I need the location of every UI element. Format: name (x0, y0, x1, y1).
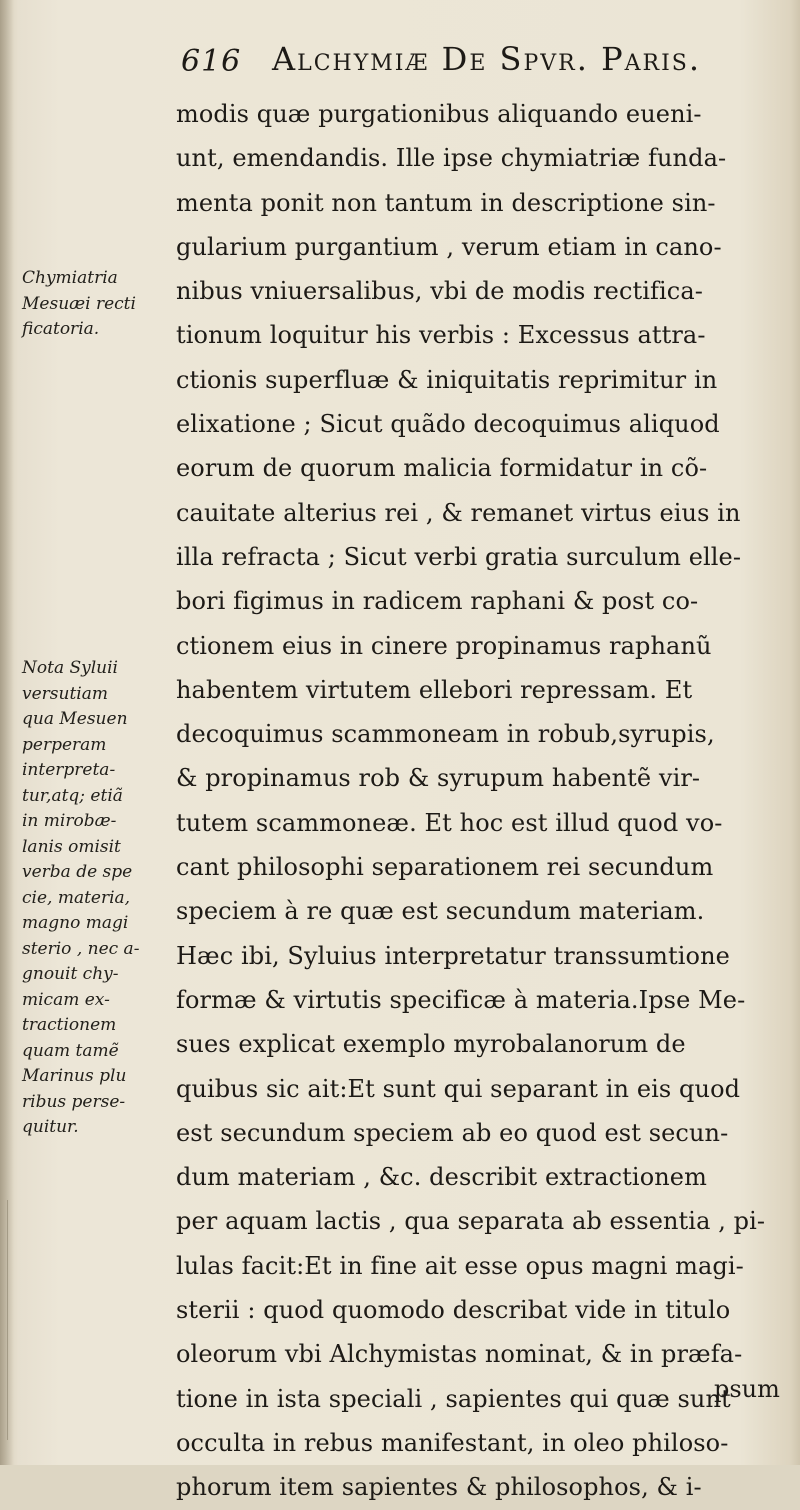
text-line: bori figimus in radicem raphani & post co- (176, 587, 699, 616)
marginal-note-chymiatria (22, 266, 136, 343)
marginal-line: verba de spe (22, 862, 133, 882)
marginal-note-syluius (22, 656, 139, 1141)
marginal-line: cie, materia, (22, 887, 131, 908)
text-line: phorum item sapientes & philosophos, & i- (176, 1473, 702, 1502)
catchword: psum (714, 1375, 780, 1403)
text-line: speciem à re quæ est secundum materiam. (176, 897, 705, 926)
marginal-line: qua Mesuen (22, 709, 128, 729)
marginal-line: in mirobæ- (22, 811, 117, 831)
marginal-line: gnouit chy- (22, 964, 119, 984)
text-line: quibus sic ait:Et sunt qui separant in eis quod (176, 1074, 741, 1103)
marginal-line: perperam (22, 734, 107, 755)
text-line: eorum de quorum malicia formidatur in cõ- (176, 454, 708, 483)
text-line: est secundum speciem ab eo quod est secun- (176, 1118, 729, 1147)
text-line: cant philosophi separationem rei secundum (176, 853, 714, 882)
marginal-line: Chymiatria (22, 268, 118, 288)
marginal-line: versutiam (22, 683, 108, 704)
marginal-line: Nota Syluii (22, 658, 118, 678)
main-text-block (176, 92, 796, 1510)
text-line: occulta in rebus manifestant, in oleo philoso- (176, 1428, 729, 1457)
text-line: cauitate alterius rei , & remanet virtus eius in (176, 498, 741, 527)
margin-rule (7, 1200, 8, 1440)
marginal-line: Marinus plu (22, 1066, 127, 1086)
marginal-line: quam tamẽ (22, 1040, 119, 1061)
text-line: sues explicat exemplo myrobalanorum de (176, 1030, 686, 1059)
page-header (0, 36, 800, 92)
text-line: tione in ista speciali , sapientes qui quæ sunt (176, 1384, 731, 1413)
text-line: menta ponit non tantum in descriptione sin- (176, 188, 716, 217)
marginal-line: micam ex- (22, 989, 110, 1010)
marginal-line: magno magi (22, 913, 129, 933)
text-line: ctionem eius in cinere propinamus raphanũ (176, 631, 712, 660)
running-title: Alchymiæ De Spvr. Paris. (272, 40, 701, 78)
text-line: nibus vniuersalibus, vbi de modis rectifica- (176, 277, 703, 306)
text-line: decoquimus scammoneam in robub,syrupis, (176, 720, 715, 749)
text-line: modis quæ purgationibus aliquando eueni- (176, 100, 702, 128)
marginal-line: tur,atq; etiã (22, 785, 123, 806)
text-line: oleorum vbi Alchymistas nominat, & in præfa- (176, 1340, 743, 1369)
marginal-line: Mesuæi recti (22, 293, 136, 314)
text-line: Hæc ibi, Syluius interpretatur transsumtione (176, 941, 730, 970)
marginal-line: quitur. (22, 1117, 79, 1137)
text-line: dum materiam , &c. describit extractionem (176, 1163, 707, 1192)
text-line: tutem scammoneæ. Et hoc est illud quod vo- (176, 808, 723, 837)
marginal-line: tractionem (22, 1015, 117, 1035)
marginal-line: ribus perse- (22, 1091, 126, 1112)
text-line: unt, emendandis. Ille ipse chymiatriæ funda- (176, 144, 727, 173)
text-line: & propinamus rob & syrupum habentẽ vir- (176, 764, 701, 793)
text-line: formæ & virtutis specificæ à materia.Ipse Me- (176, 985, 746, 1014)
text-line: ctionis superfluæ & iniquitatis reprimitur in (176, 365, 718, 394)
text-line: gularium purgantium , verum etiam in cano- (176, 232, 722, 261)
page-number: 616 (181, 44, 242, 79)
text-line: elixatione ; Sicut quãdo decoquimus aliquod (176, 410, 720, 439)
text-line: habentem virtutem ellebori repressam. Et (176, 675, 693, 704)
text-line: sterii : quod quomodo describat vide in titulo (176, 1296, 731, 1325)
text-line: tionum loquitur his verbis : Excessus attra- (176, 321, 706, 350)
marginal-line: lanis omisit (22, 836, 121, 857)
marginal-line: sterio , nec a- (22, 938, 140, 959)
text-line: illa refracta ; Sicut verbi gratia surculum elle- (176, 542, 742, 571)
text-line: per aquam lactis , qua separata ab essentia , pi- (176, 1207, 766, 1236)
text-line: lulas facit:Et in fine ait esse opus magni magi- (176, 1251, 744, 1280)
marginal-line: interpreta- (22, 760, 116, 780)
marginal-line: ficatoria. (22, 319, 100, 339)
